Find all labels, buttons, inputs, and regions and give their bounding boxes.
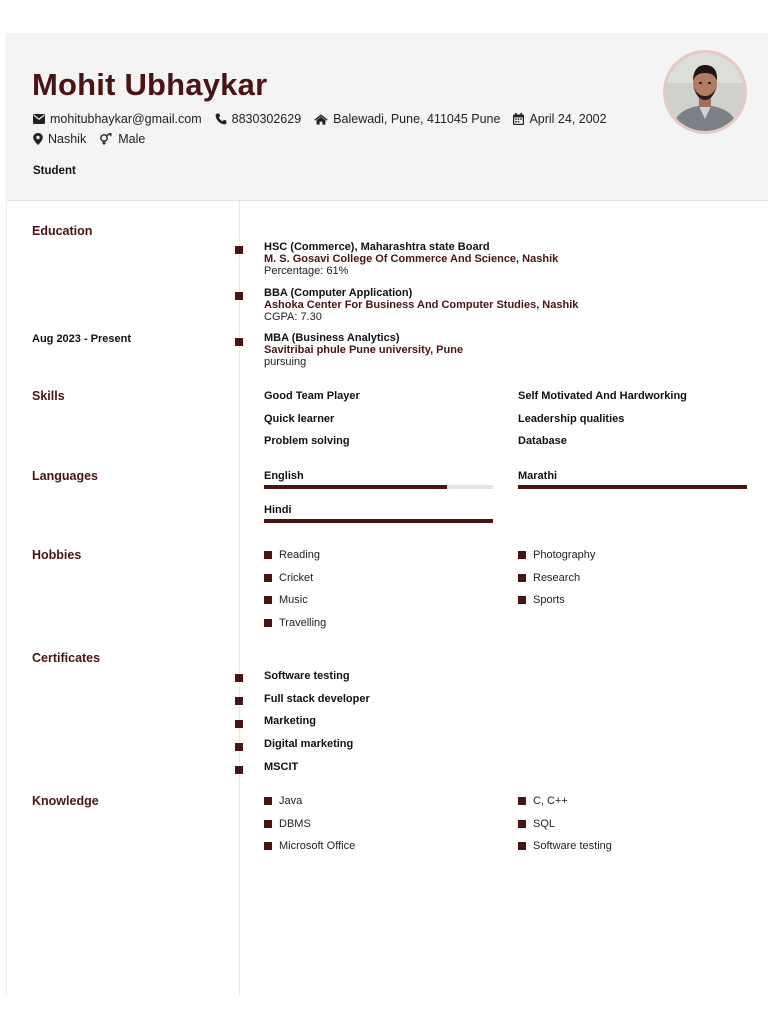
skill-item: Good Team Player: [264, 390, 360, 402]
education-school: Ashoka Center For Business And Computer Studies, Nashik: [264, 299, 579, 311]
knowledge-item: [518, 795, 568, 807]
section-title-languages: Languages: [32, 469, 98, 483]
language-bar-english: [264, 485, 493, 489]
section-title-certificates: Certificates: [32, 651, 101, 665]
hobby-label: Sports: [533, 594, 565, 606]
skill-item: Self Motivated And Hardworking: [518, 390, 687, 402]
hobby-item: [264, 572, 313, 584]
certificate-item: Software testing: [264, 670, 350, 682]
city-text: Nashik: [48, 132, 87, 146]
square-bullet-icon: [264, 551, 272, 559]
language-name: English: [264, 470, 304, 482]
knowledge-label: C, C++: [533, 795, 568, 807]
hobby-item: [518, 572, 580, 584]
language-name: Marathi: [518, 470, 558, 482]
calendar-icon: [513, 113, 524, 125]
envelope-icon: [33, 114, 45, 124]
certificate-item: MSCIT: [264, 761, 299, 773]
contact-address: [314, 112, 500, 126]
square-bullet-icon: [518, 551, 526, 559]
contact-row-1: [33, 112, 620, 126]
section-title-hobbies: Hobbies: [32, 548, 82, 562]
contact-email: [33, 112, 202, 126]
profile-photo: [666, 53, 744, 131]
dob-text: April 24, 2002: [529, 112, 607, 126]
square-bullet-icon: [518, 842, 526, 850]
education-school: M. S. Gosavi College Of Commerce And Science, Nashik: [264, 253, 559, 265]
hobby-item: [518, 549, 595, 561]
square-bullet-icon: [264, 797, 272, 805]
education-item-hsc: [264, 241, 558, 277]
phone-text: 8830302629: [231, 112, 302, 126]
hobby-label: Music: [279, 594, 308, 606]
map-pin-icon: [33, 133, 43, 145]
hobby-item: [264, 594, 308, 606]
certificate-item: Marketing: [264, 715, 316, 727]
gender-icon: [99, 133, 113, 145]
avatar: [666, 53, 744, 131]
education-title: MBA (Business Analytics): [264, 332, 400, 344]
square-bullet-icon: [264, 820, 272, 828]
certificate-item: Full stack developer: [264, 693, 370, 705]
column-divider: [239, 201, 240, 995]
square-bullet-icon: [264, 574, 272, 582]
education-item-bba: [264, 287, 578, 323]
square-bullet-icon: [518, 574, 526, 582]
square-bullet-icon: [264, 596, 272, 604]
timeline-bullet: [235, 766, 243, 774]
contact-city: [33, 132, 86, 146]
square-bullet-icon: [264, 842, 272, 850]
hobby-label: Travelling: [279, 617, 327, 629]
hobby-item: [264, 549, 320, 561]
resume-page: [6, 33, 768, 995]
knowledge-label: DBMS: [279, 818, 311, 830]
section-title-education: Education: [32, 224, 93, 238]
square-bullet-icon: [518, 797, 526, 805]
role-text: Student: [33, 165, 76, 177]
phone-icon: [215, 113, 227, 125]
contact-dob: [513, 112, 606, 126]
education-date: Aug 2023 - Present: [32, 333, 132, 345]
skill-item: Leadership qualities: [518, 413, 625, 425]
hobby-item: [264, 617, 326, 629]
square-bullet-icon: [518, 820, 526, 828]
education-item-mba: [264, 332, 463, 368]
skill-item: Quick learner: [264, 413, 335, 425]
hobby-label: Cricket: [279, 572, 314, 584]
knowledge-item: [518, 840, 612, 852]
section-title-knowledge: Knowledge: [32, 794, 99, 808]
hobby-label: Research: [533, 572, 581, 584]
timeline-bullet: [235, 720, 243, 728]
knowledge-label: Microsoft Office: [279, 840, 356, 852]
contact-gender: [99, 132, 145, 146]
skill-item: Problem solving: [264, 435, 350, 447]
certificate-item: Digital marketing: [264, 738, 354, 750]
language-bar-fill: [264, 485, 447, 489]
timeline-bullet: [235, 743, 243, 751]
hobby-item: [518, 594, 565, 606]
knowledge-label: Software testing: [533, 840, 612, 852]
knowledge-item: [264, 818, 311, 830]
knowledge-label: SQL: [533, 818, 556, 830]
language-bar-hindi: [264, 519, 493, 523]
knowledge-item: [264, 840, 355, 852]
education-school: Savitribai phule Pune university, Pune: [264, 344, 464, 356]
language-bar-marathi: [518, 485, 747, 489]
language-name: Hindi: [264, 504, 292, 516]
contact-phone: [215, 112, 302, 126]
language-bar-fill: [264, 519, 493, 523]
education-title: BBA (Computer Application): [264, 287, 413, 299]
education-title: HSC (Commerce), Maharashtra state Board: [264, 241, 490, 253]
square-bullet-icon: [264, 619, 272, 627]
timeline-bullet: [235, 246, 243, 254]
education-note: CGPA: 7.30: [264, 311, 322, 323]
resume-header: [7, 33, 768, 201]
language-bar-fill: [518, 485, 747, 489]
knowledge-item: [518, 818, 555, 830]
home-icon: [314, 114, 328, 125]
section-title-skills: Skills: [32, 389, 65, 403]
timeline-bullet: [235, 338, 243, 346]
email-text: mohitubhaykar@gmail.com: [50, 112, 202, 126]
education-note: pursuing: [264, 356, 307, 368]
timeline-bullet: [235, 292, 243, 300]
person-name: Mohit Ubhaykar: [32, 67, 268, 102]
knowledge-item: [264, 795, 302, 807]
skill-item: Database: [518, 435, 567, 447]
contact-row-2: [33, 132, 158, 146]
hobby-label: Reading: [279, 549, 320, 561]
knowledge-label: Java: [279, 795, 303, 807]
hobby-label: Photography: [533, 549, 596, 561]
education-note: Percentage: 61%: [264, 265, 349, 277]
square-bullet-icon: [518, 596, 526, 604]
timeline-bullet: [235, 674, 243, 682]
gender-text: Male: [118, 132, 146, 146]
address-text: Balewadi, Pune, 411045 Pune: [333, 112, 501, 126]
timeline-bullet: [235, 697, 243, 705]
